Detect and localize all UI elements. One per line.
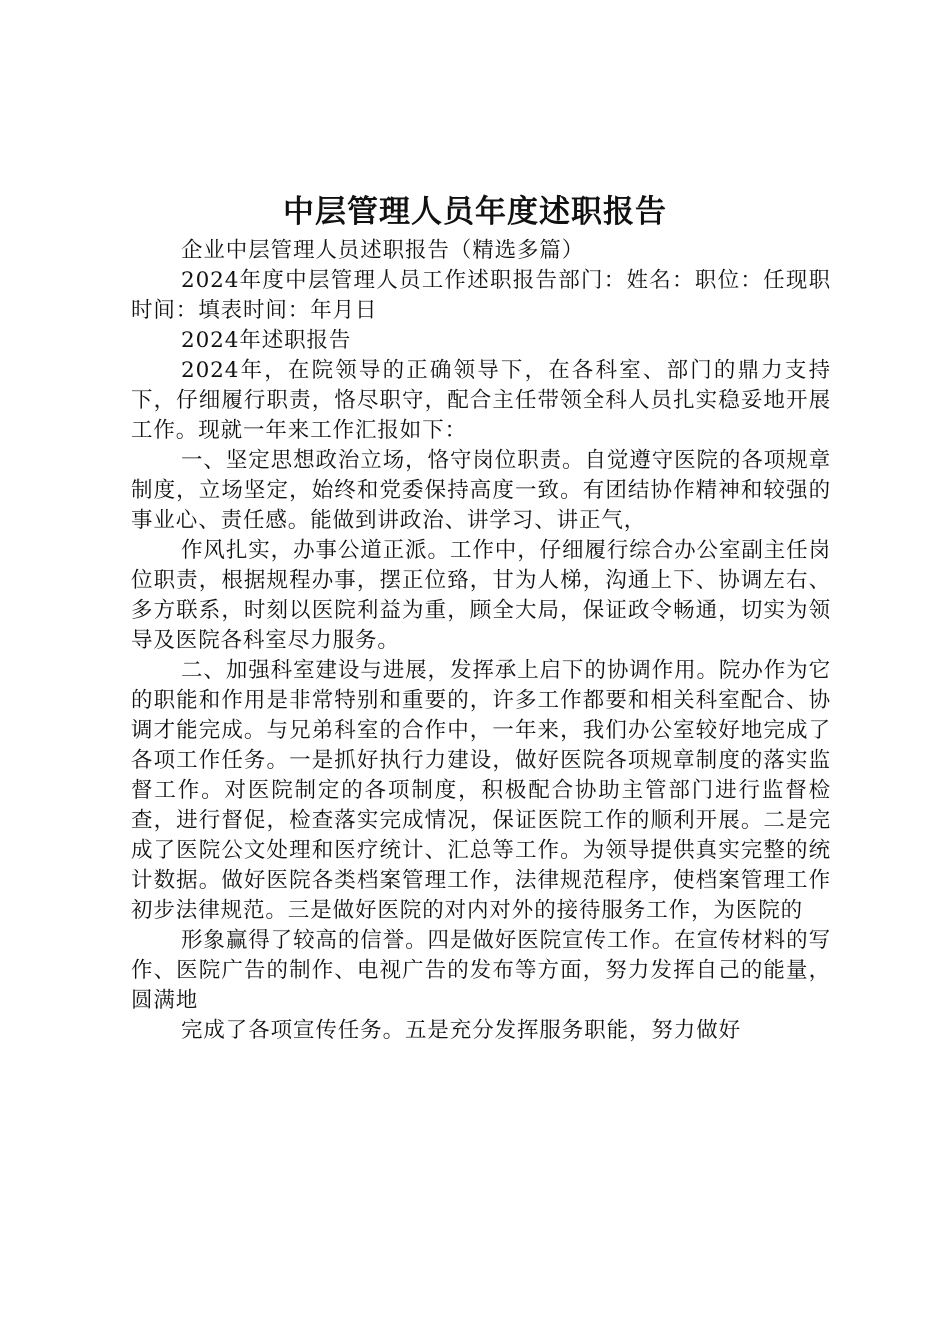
paragraph-section-two-continued: 形象赢得了较高的信誉。四是做好医院宣传工作。在宣传材料的写作、医院广告的制作、电视广告的发布等方面，努力发挥自己的能量，圆满地 [131,928,831,1013]
paragraph-section-two-final: 完成了各项宣传任务。五是充分发挥服务职能，努力做好 [181,1018,742,1043]
paragraph-subtitle: 企业中层管理人员述职报告（精选多篇） [181,238,585,263]
paragraph-intro: 2024年，在院领导的正确领导下，在各科室、部门的鼎力支持下，仔细履行职责，恪尽职守，配合主任带领全科人员扎实稳妥地开展工作。现就一年来工作汇报如下： [131,358,831,443]
paragraph-report-header: 2024年度中层管理人员工作述职报告部门：姓名：职位：任现职时间：填表时间：年月日 [131,268,831,323]
paragraph-report-label: 2024年述职报告 [181,328,352,353]
paragraph-section-one-continued: 作风扎实，办事公道正派。工作中，仔细履行综合办公室副主任岗位职责，根据规程办事，摆正位臵，甘为人梯，沟通上下、协调左右、多方联系，时刻以医院利益为重，顾全大局，保证政令畅通，切实为领导及医院各科室尽力服务。 [131,538,831,653]
paragraph-section-two: 二、加强科室建设与进展，发挥承上启下的协调作用。院办作为它的职能和作用是非常特别和重要的，许多工作都要和相关科室配合、协调才能完成。与兄弟科室的合作中，一年来，我们办公室较好地完成了各项工作任务。一是抓好执行力建设，做好医院各项规章制度的落实监督工作。对医院制定的各项制度，积极配合协助主管部门进行监督检查，进行督促，检查落实完成情况，保证医院工作的顺利开展。二是完成了医院公文处理和医疗统计、汇总等工作。为领导提供真实完整的统计数据。做好医院各类档案管理工作，法律规范程序，使档案管理工作初步法律规范。三是做好医院的对内对外的接待服务工作，为医院的 [131,658,831,923]
paragraph-section-one: 一、坚定思想政治立场，恪守岗位职责。自觉遵守医院的各项规章制度，立场坚定，始终和党委保持高度一致。有团结协作精神和较强的事业心、责任感。能做到讲政治、讲学习、讲正气， [131,448,831,533]
document-title: 中层管理人员年度述职报告 [283,194,667,230]
document-body [131,236,831,1046]
